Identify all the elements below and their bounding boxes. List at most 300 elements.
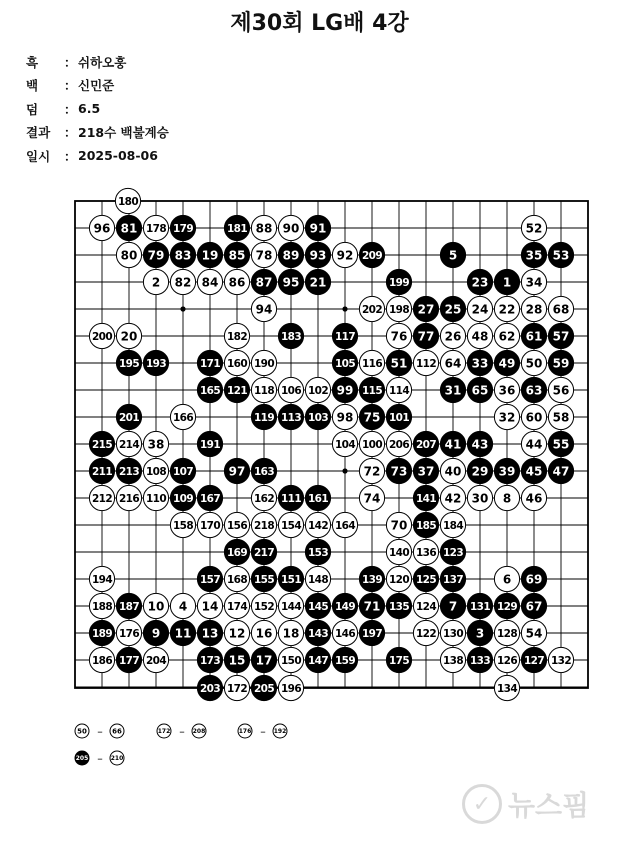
stone xyxy=(197,269,222,294)
edge-stone xyxy=(494,675,519,700)
stone xyxy=(143,593,168,618)
stone xyxy=(521,593,546,618)
stone xyxy=(521,350,546,375)
move-number: 70 xyxy=(390,518,408,533)
move-number: 85 xyxy=(228,248,246,263)
info-value: 쉬하오훙 xyxy=(78,54,127,70)
stone xyxy=(170,242,195,267)
stone xyxy=(359,296,384,321)
move-number: 152 xyxy=(253,600,275,613)
stone xyxy=(467,323,492,348)
stone xyxy=(332,431,357,456)
move-number: 18 xyxy=(282,626,300,641)
move-number: 87 xyxy=(255,275,273,290)
move-number: 11 xyxy=(174,626,192,641)
move-number: 134 xyxy=(496,682,518,695)
info-label: 덤 xyxy=(26,101,39,117)
stone xyxy=(278,647,303,672)
info-label: 결과 xyxy=(26,125,51,141)
move-number: 173 xyxy=(199,654,221,667)
move-number: 215 xyxy=(91,438,113,451)
move-number: 172 xyxy=(157,728,171,736)
newspim-watermark xyxy=(462,784,589,824)
move-number: 184 xyxy=(442,519,464,532)
stone xyxy=(224,242,249,267)
stone xyxy=(386,404,411,429)
stone xyxy=(467,647,492,672)
stone xyxy=(359,242,384,267)
move-number: 16 xyxy=(255,626,273,641)
stone xyxy=(170,620,195,645)
stone xyxy=(548,296,573,321)
move-number: 114 xyxy=(388,384,410,397)
stone xyxy=(251,485,276,510)
move-number: 51 xyxy=(390,356,408,371)
stone xyxy=(143,485,168,510)
stone xyxy=(251,242,276,267)
move-number: 170 xyxy=(199,519,221,532)
stone xyxy=(278,485,303,510)
move-number: 62 xyxy=(498,329,516,344)
stone xyxy=(251,593,276,618)
stone xyxy=(440,485,465,510)
move-number: 69 xyxy=(525,572,543,587)
move-number: 178 xyxy=(145,222,167,235)
move-number: 200 xyxy=(91,330,113,343)
move-number: 88 xyxy=(255,221,273,236)
move-number: 30 xyxy=(471,491,489,506)
move-number: 2 xyxy=(151,275,161,290)
move-number: 148 xyxy=(307,573,329,586)
stone xyxy=(278,242,303,267)
stone xyxy=(143,458,168,483)
stone xyxy=(332,242,357,267)
move-number: 68 xyxy=(552,302,570,317)
move-number: 136 xyxy=(415,546,437,559)
move-number: 197 xyxy=(361,627,383,640)
stone xyxy=(494,323,519,348)
move-number: 84 xyxy=(201,275,219,290)
star-point xyxy=(180,306,185,311)
move-number: 139 xyxy=(361,573,383,586)
stone xyxy=(332,620,357,645)
move-number: 191 xyxy=(199,438,221,451)
move-number: 93 xyxy=(309,248,327,263)
move-number: 142 xyxy=(307,519,329,532)
move-number: 130 xyxy=(442,627,464,640)
stone xyxy=(116,485,141,510)
move-number: 29 xyxy=(471,464,489,479)
move-number: 99 xyxy=(336,383,354,398)
move-number: 17 xyxy=(255,653,273,668)
ko-note-stone xyxy=(157,724,171,738)
move-number: 213 xyxy=(118,465,140,478)
stone xyxy=(197,647,222,672)
move-number: 19 xyxy=(201,248,219,263)
stone xyxy=(386,431,411,456)
move-number: 156 xyxy=(226,519,248,532)
ko-note-target xyxy=(110,724,124,738)
move-number: 110 xyxy=(145,492,167,505)
move-number: 7 xyxy=(448,599,458,614)
stone xyxy=(170,485,195,510)
move-number: 27 xyxy=(417,302,435,317)
stone xyxy=(197,485,222,510)
move-number: 12 xyxy=(228,626,246,641)
stone xyxy=(386,323,411,348)
move-number: 158 xyxy=(172,519,194,532)
move-number: 145 xyxy=(307,600,329,613)
move-number: 124 xyxy=(415,600,437,613)
move-number: 163 xyxy=(253,465,275,478)
move-number: 189 xyxy=(91,627,113,640)
move-number: 106 xyxy=(280,384,302,397)
stone xyxy=(224,512,249,537)
stone xyxy=(305,593,330,618)
move-number: 21 xyxy=(309,275,327,290)
move-number: 102 xyxy=(307,384,329,397)
move-number: 164 xyxy=(334,519,356,532)
stone xyxy=(413,296,438,321)
stone xyxy=(224,593,249,618)
move-number: 6 xyxy=(502,572,512,587)
stone xyxy=(440,323,465,348)
move-number: 186 xyxy=(91,654,113,667)
move-number: 50 xyxy=(77,727,87,736)
move-number: 128 xyxy=(496,627,518,640)
move-number: 107 xyxy=(172,465,194,478)
newspim-logo-icon: ✓ xyxy=(462,784,502,824)
move-number: 198 xyxy=(388,303,410,316)
stone xyxy=(116,404,141,429)
info-colon: ： xyxy=(64,125,77,141)
move-number: 112 xyxy=(415,357,437,370)
move-number: 171 xyxy=(199,357,221,370)
move-number: 91 xyxy=(309,221,327,236)
move-number: 188 xyxy=(91,600,113,613)
stone xyxy=(440,377,465,402)
move-number: 32 xyxy=(498,410,516,425)
move-number: 1 xyxy=(502,275,512,290)
move-number: 120 xyxy=(388,573,410,586)
stone xyxy=(143,269,168,294)
stone xyxy=(386,296,411,321)
move-number: 3 xyxy=(475,626,485,641)
stone xyxy=(224,215,249,240)
stone xyxy=(521,242,546,267)
move-number: 23 xyxy=(471,275,489,290)
stone xyxy=(521,296,546,321)
move-number: 176 xyxy=(118,627,140,640)
move-number: 103 xyxy=(307,411,329,424)
stone xyxy=(251,215,276,240)
move-number: 57 xyxy=(552,329,570,344)
stone xyxy=(143,242,168,267)
stone xyxy=(251,350,276,375)
stone xyxy=(89,647,114,672)
edge-stone xyxy=(197,675,222,700)
stone xyxy=(521,269,546,294)
stone xyxy=(116,431,141,456)
move-number: 48 xyxy=(471,329,489,344)
stone xyxy=(548,404,573,429)
move-number: 162 xyxy=(253,492,275,505)
move-number: 13 xyxy=(201,626,219,641)
move-number: 218 xyxy=(253,519,275,532)
stone xyxy=(359,458,384,483)
stone xyxy=(413,620,438,645)
stone xyxy=(89,458,114,483)
stone xyxy=(386,350,411,375)
stone xyxy=(278,323,303,348)
stone xyxy=(89,431,114,456)
edge-stone xyxy=(115,188,140,213)
stone xyxy=(224,620,249,645)
move-number: 195 xyxy=(118,357,140,370)
stone xyxy=(143,350,168,375)
stone xyxy=(440,296,465,321)
move-number: 123 xyxy=(442,546,464,559)
stone xyxy=(386,512,411,537)
stone xyxy=(224,539,249,564)
stone xyxy=(197,431,222,456)
stone xyxy=(440,350,465,375)
stone xyxy=(413,323,438,348)
stone xyxy=(467,485,492,510)
stone xyxy=(224,377,249,402)
stone xyxy=(440,512,465,537)
stone xyxy=(251,404,276,429)
ko-note-target xyxy=(273,724,287,738)
stone xyxy=(440,431,465,456)
move-number: 40 xyxy=(444,464,462,479)
stone xyxy=(170,593,195,618)
move-number: 193 xyxy=(145,357,167,370)
stone xyxy=(89,323,114,348)
stone xyxy=(332,377,357,402)
move-number: 35 xyxy=(525,248,543,263)
stone xyxy=(521,377,546,402)
watermark-text: 뉴스핌 xyxy=(508,789,590,822)
stone xyxy=(305,647,330,672)
stone xyxy=(278,566,303,591)
stone xyxy=(89,593,114,618)
stone xyxy=(359,377,384,402)
stone xyxy=(305,512,330,537)
stone xyxy=(224,269,249,294)
move-number: 217 xyxy=(253,546,275,559)
stone xyxy=(548,377,573,402)
move-number: 71 xyxy=(363,599,381,614)
move-number: 9 xyxy=(151,626,161,641)
move-number: 153 xyxy=(307,546,329,559)
stone xyxy=(143,431,168,456)
ko-note-dash: – xyxy=(97,725,103,738)
move-number: 205 xyxy=(253,682,275,695)
move-number: 61 xyxy=(525,329,543,344)
move-number: 129 xyxy=(496,600,518,613)
move-number: 141 xyxy=(415,492,437,505)
move-number: 37 xyxy=(417,464,435,479)
move-number: 50 xyxy=(525,356,543,371)
stone xyxy=(521,458,546,483)
move-number: 183 xyxy=(280,330,302,343)
move-number: 169 xyxy=(226,546,248,559)
info-value: 신민준 xyxy=(78,78,115,94)
move-number: 22 xyxy=(498,302,516,317)
move-number: 75 xyxy=(363,410,381,425)
move-number: 104 xyxy=(334,438,356,451)
move-number: 185 xyxy=(415,519,437,532)
stone xyxy=(494,485,519,510)
stone xyxy=(278,512,303,537)
stone xyxy=(116,458,141,483)
move-number: 175 xyxy=(388,654,410,667)
move-number: 119 xyxy=(253,411,275,424)
move-number: 74 xyxy=(363,491,381,506)
stone xyxy=(467,431,492,456)
stone xyxy=(467,296,492,321)
move-number: 176 xyxy=(238,728,252,736)
move-number: 154 xyxy=(280,519,302,532)
stone xyxy=(413,593,438,618)
move-number: 59 xyxy=(552,356,570,371)
move-number: 181 xyxy=(226,222,248,235)
ko-note-target xyxy=(192,724,206,738)
move-number: 100 xyxy=(361,438,383,451)
stone xyxy=(278,215,303,240)
move-number: 90 xyxy=(282,221,300,236)
info-colon: ： xyxy=(64,101,77,117)
move-number: 97 xyxy=(228,464,246,479)
stone xyxy=(116,350,141,375)
stone xyxy=(413,431,438,456)
stone xyxy=(494,296,519,321)
stone xyxy=(359,404,384,429)
move-number: 92 xyxy=(336,248,354,263)
move-number: 135 xyxy=(388,600,410,613)
stone xyxy=(116,323,141,348)
stone xyxy=(251,620,276,645)
move-number: 65 xyxy=(471,383,489,398)
move-number: 196 xyxy=(280,682,302,695)
ko-note-dash: – xyxy=(260,725,266,738)
move-number: 150 xyxy=(280,654,302,667)
stone xyxy=(494,404,519,429)
move-number: 205 xyxy=(75,755,89,763)
stone xyxy=(359,593,384,618)
stone xyxy=(224,350,249,375)
move-number: 111 xyxy=(280,492,302,505)
stone xyxy=(413,485,438,510)
ko-note-dash: – xyxy=(97,752,103,765)
stone xyxy=(89,566,114,591)
stone xyxy=(197,377,222,402)
stone xyxy=(278,620,303,645)
move-number: 28 xyxy=(525,302,543,317)
move-number: 206 xyxy=(388,438,410,451)
game-title: 제30회 LG배 4강 xyxy=(230,11,409,36)
stone xyxy=(467,593,492,618)
move-number: 212 xyxy=(91,492,113,505)
info-value: 6.5 xyxy=(78,101,101,117)
ko-note-stone xyxy=(75,751,89,765)
move-number: 127 xyxy=(523,654,545,667)
move-number: 151 xyxy=(280,573,302,586)
stone xyxy=(386,566,411,591)
move-number: 115 xyxy=(361,384,383,397)
move-number: 113 xyxy=(280,411,302,424)
stone xyxy=(305,566,330,591)
stone xyxy=(116,647,141,672)
move-number: 199 xyxy=(388,276,410,289)
move-number: 168 xyxy=(226,573,248,586)
move-number: 95 xyxy=(282,275,300,290)
move-number: 182 xyxy=(226,330,248,343)
stone xyxy=(467,350,492,375)
move-number: 177 xyxy=(118,654,140,667)
move-number: 43 xyxy=(471,437,489,452)
edge-stone xyxy=(224,675,249,700)
stone xyxy=(278,593,303,618)
stone xyxy=(278,377,303,402)
stone xyxy=(332,647,357,672)
stone xyxy=(224,458,249,483)
move-number: 42 xyxy=(444,491,462,506)
stone xyxy=(548,431,573,456)
stone xyxy=(413,539,438,564)
stone xyxy=(305,404,330,429)
move-number: 167 xyxy=(199,492,221,505)
ko-note-target xyxy=(110,751,124,765)
stone xyxy=(332,404,357,429)
move-number: 122 xyxy=(415,627,437,640)
stone xyxy=(197,512,222,537)
stone xyxy=(494,377,519,402)
stone xyxy=(494,350,519,375)
move-number: 5 xyxy=(448,248,458,263)
stone xyxy=(494,647,519,672)
move-number: 14 xyxy=(201,599,219,614)
stone xyxy=(251,269,276,294)
stone xyxy=(440,566,465,591)
stone xyxy=(521,566,546,591)
info-label: 일시 xyxy=(26,148,51,164)
stone xyxy=(89,215,114,240)
move-number: 138 xyxy=(442,654,464,667)
stone xyxy=(359,485,384,510)
move-number: 108 xyxy=(145,465,167,478)
move-number: 81 xyxy=(120,221,138,236)
stone xyxy=(89,620,114,645)
move-number: 64 xyxy=(444,356,462,371)
move-number: 118 xyxy=(253,384,275,397)
stone xyxy=(305,215,330,240)
stone xyxy=(467,458,492,483)
stone xyxy=(224,566,249,591)
stone xyxy=(197,566,222,591)
stone xyxy=(413,350,438,375)
stone xyxy=(359,350,384,375)
stone xyxy=(440,620,465,645)
move-number: 137 xyxy=(442,573,464,586)
info-value: 2025-08-06 xyxy=(78,148,158,164)
move-number: 34 xyxy=(525,275,543,290)
stone xyxy=(251,566,276,591)
move-number: 45 xyxy=(525,464,543,479)
stone xyxy=(548,458,573,483)
move-number: 78 xyxy=(255,248,273,263)
